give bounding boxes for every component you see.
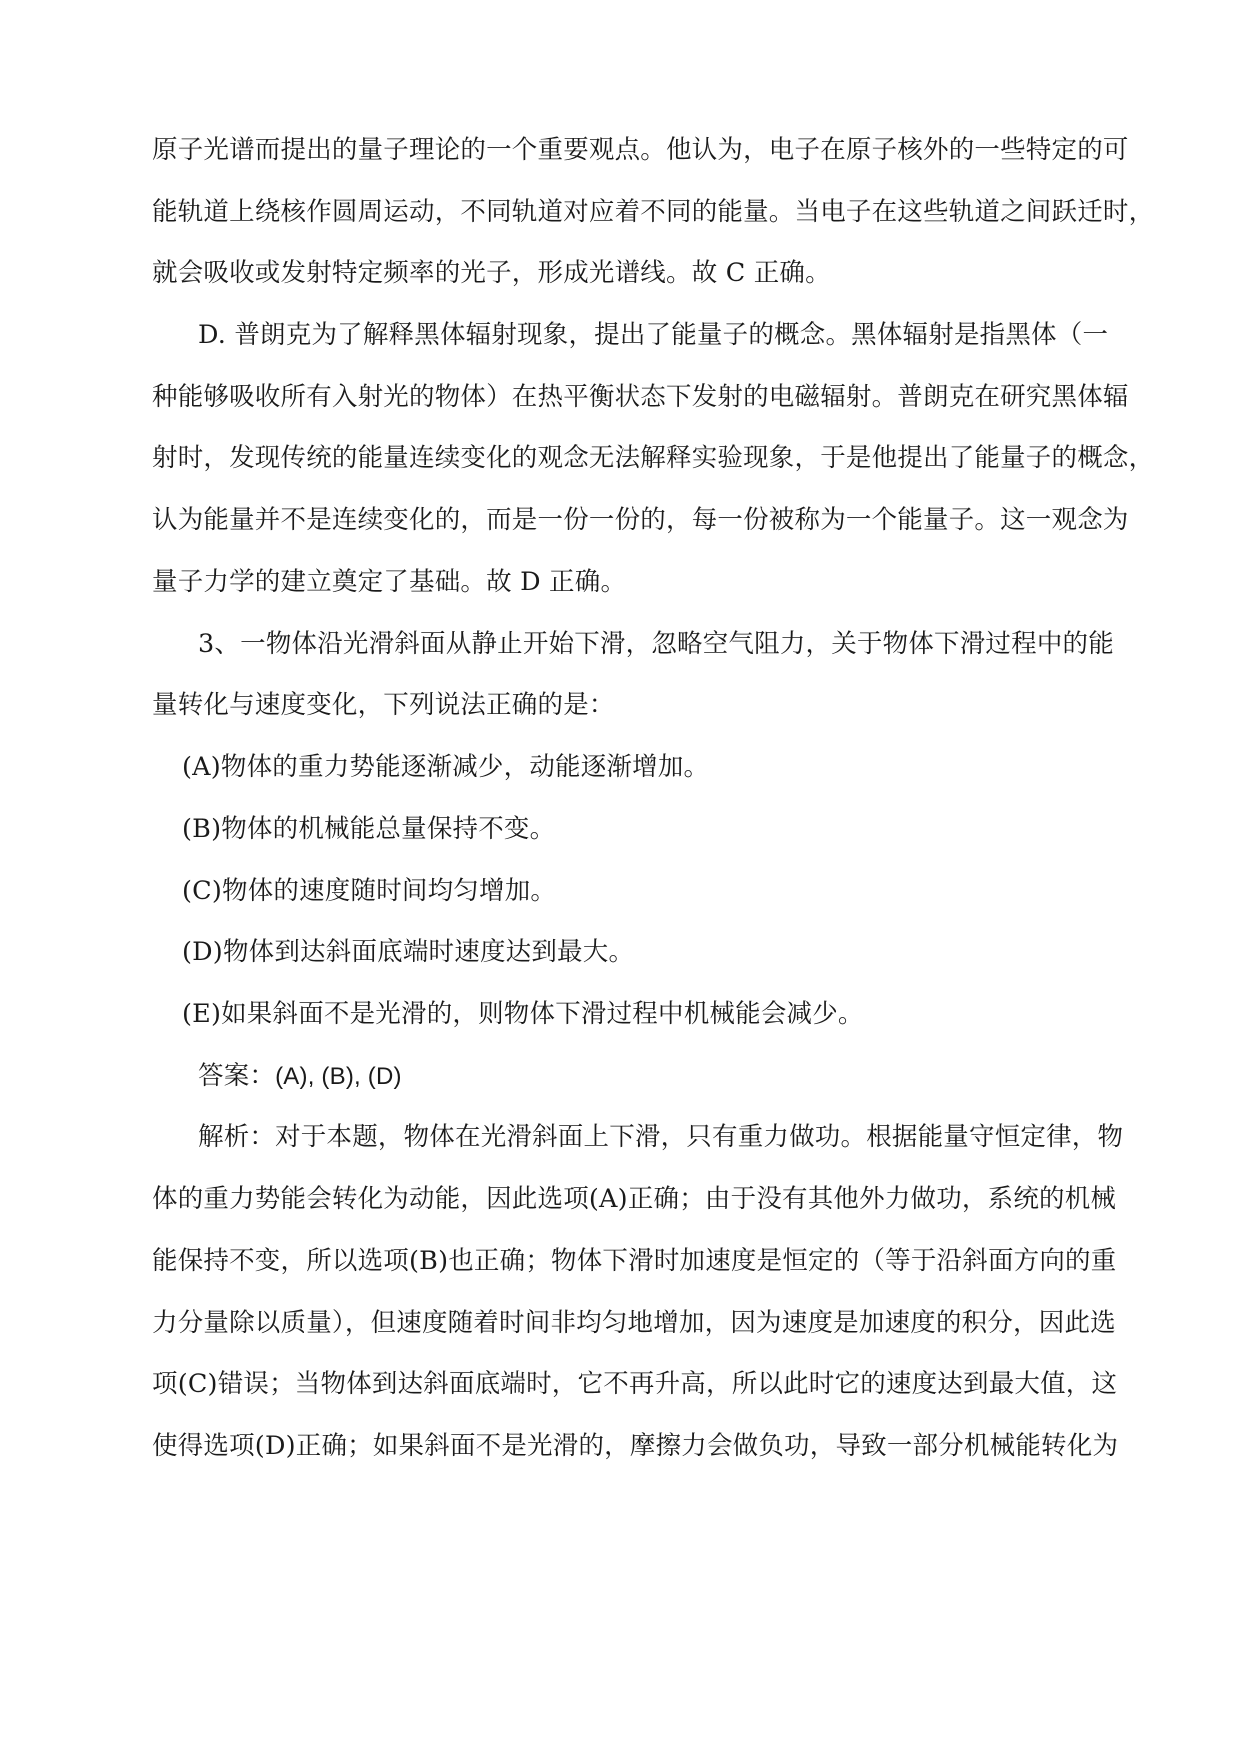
analysis-line-4: 力分量除以质量），但速度随着时间非均匀地增加，因为速度是加速度的积分，因此选 — [152, 1308, 1116, 1338]
question-3-line-1: 3、一物体沿光滑斜面从静止开始下滑，忽略空气阻力，关于物体下滑过程中的能 — [198, 629, 1114, 659]
answer-label: 答案： — [198, 1061, 276, 1091]
option-a: (A)物体的重力势能逐渐减少，动能逐渐增加。 — [182, 752, 710, 782]
option-d: (D)物体到达斜面底端时速度达到最大。 — [182, 937, 635, 967]
paragraph-d-line-4: 认为能量并不是连续变化的，而是一份一份的，每一份被称为一个能量子。这一观念为 — [152, 505, 1129, 535]
paragraph-c-line-1: 原子光谱而提出的量子理论的一个重要观点。他认为，电子在原子核外的一些特定的可 — [152, 135, 1129, 165]
answer-value: (A), (B), (D) — [275, 1063, 402, 1090]
analysis-line-1: 解析：对于本题，物体在光滑斜面上下滑，只有重力做功。根据能量守恒定律，物 — [198, 1122, 1124, 1152]
analysis-line-2: 体的重力势能会转化为动能，因此选项(A)正确；由于没有其他外力做功，系统的机械 — [152, 1184, 1117, 1214]
paragraph-c-line-2: 能轨道上绕核作圆周运动，不同轨道对应着不同的能量。当电子在这些轨道之间跃迁时， — [152, 197, 1155, 227]
answer-line — [198, 1059, 1092, 1094]
paragraph-d-line-1: D. 普朗克为了解释黑体辐射现象，提出了能量子的概念。黑体辐射是指黑体（一 — [198, 320, 1109, 350]
analysis-line-6: 使得选项(D)正确；如果斜面不是光滑的，摩擦力会做负功，导致一部分机械能转化为 — [152, 1431, 1119, 1461]
paragraph-d-line-2: 种能够吸收所有入射光的物体）在热平衡状态下发射的电磁辐射。普朗克在研究黑体辐 — [152, 382, 1129, 412]
analysis-line-3: 能保持不变，所以选项(B)也正确；物体下滑时加速度是恒定的（等于沿斜面方向的重 — [152, 1246, 1117, 1276]
option-b: (B)物体的机械能总量保持不变。 — [182, 814, 556, 844]
option-e: (E)如果斜面不是光滑的，则物体下滑过程中机械能会减少。 — [182, 999, 864, 1029]
paragraph-d-line-5: 量子力学的建立奠定了基础。故 D 正确。 — [152, 567, 627, 597]
paragraph-d-line-3: 射时，发现传统的能量连续变化的观念无法解释实验现象，于是他提出了能量子的概念， — [152, 443, 1155, 473]
question-3-line-2: 量转化与速度变化，下列说法正确的是： — [152, 690, 615, 720]
paragraph-c-line-3: 就会吸收或发射特定频率的光子，形成光谱线。故 C 正确。 — [152, 258, 831, 288]
analysis-line-5: 项(C)错误；当物体到达斜面底端时，它不再升高，所以此时它的速度达到最大值，这 — [152, 1369, 1118, 1399]
option-c: (C)物体的速度随时间均匀增加。 — [182, 876, 557, 906]
